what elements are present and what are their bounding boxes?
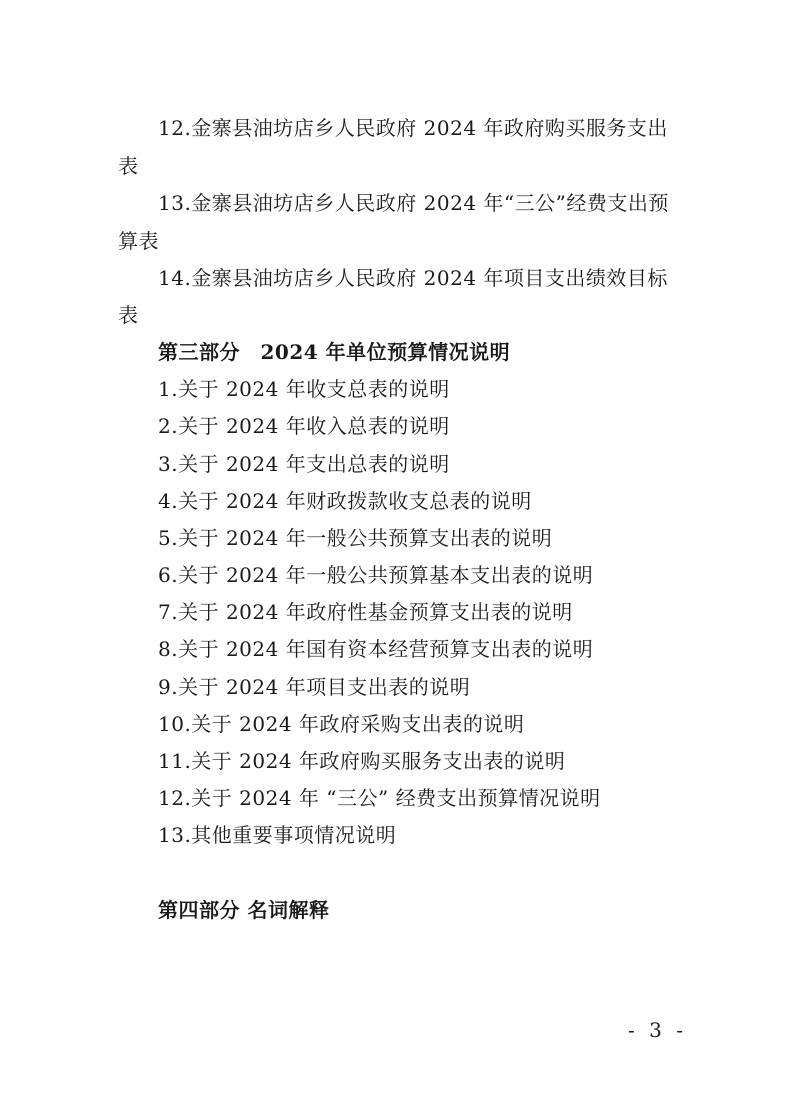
toc-item-13-line1: 13.金寨县油坊店乡人民政府 2024 年“三公”经费支出预: [158, 191, 669, 215]
toc-item-14-line2: 表: [118, 303, 139, 327]
toc-item-13-line2: 算表: [118, 229, 159, 253]
part3-item-2: 2.关于 2024 年收入总表的说明: [158, 414, 450, 438]
part3-item-7: 7.关于 2024 年政府性基金预算支出表的说明: [158, 600, 573, 624]
part3-item-3: 3.关于 2024 年支出总表的说明: [158, 452, 450, 476]
part3-item-11: 11.关于 2024 年政府购买服务支出表的说明: [158, 749, 566, 773]
toc-item-12-line1: 12.金寨县油坊店乡人民政府 2024 年政府购买服务支出: [158, 116, 668, 140]
toc-item-12-line2: 表: [118, 154, 139, 178]
part3-item-1: 1.关于 2024 年收支总表的说明: [158, 377, 450, 401]
part3-item-6: 6.关于 2024 年一般公共预算基本支出表的说明: [158, 563, 594, 587]
part3-heading: 第三部分 2024 年单位预算情况说明: [158, 340, 511, 364]
toc-item-14-line1: 14.金寨县油坊店乡人民政府 2024 年项目支出绩效目标: [158, 266, 668, 290]
page-number: - 3 -: [628, 1018, 687, 1042]
part3-item-8: 8.关于 2024 年国有资本经营预算支出表的说明: [158, 637, 594, 661]
part3-item-4: 4.关于 2024 年财政拨款收支总表的说明: [158, 489, 532, 513]
part3-item-10: 10.关于 2024 年政府采购支出表的说明: [158, 712, 525, 736]
part3-item-12: 12.关于 2024 年 “三公” 经费支出预算情况说明: [158, 786, 601, 810]
part4-heading: 第四部分 名词解释: [158, 898, 330, 922]
part3-item-5: 5.关于 2024 年一般公共预算支出表的说明: [158, 526, 553, 550]
part3-item-13: 13.其他重要事项情况说明: [158, 823, 397, 847]
part3-item-9: 9.关于 2024 年项目支出表的说明: [158, 675, 471, 699]
